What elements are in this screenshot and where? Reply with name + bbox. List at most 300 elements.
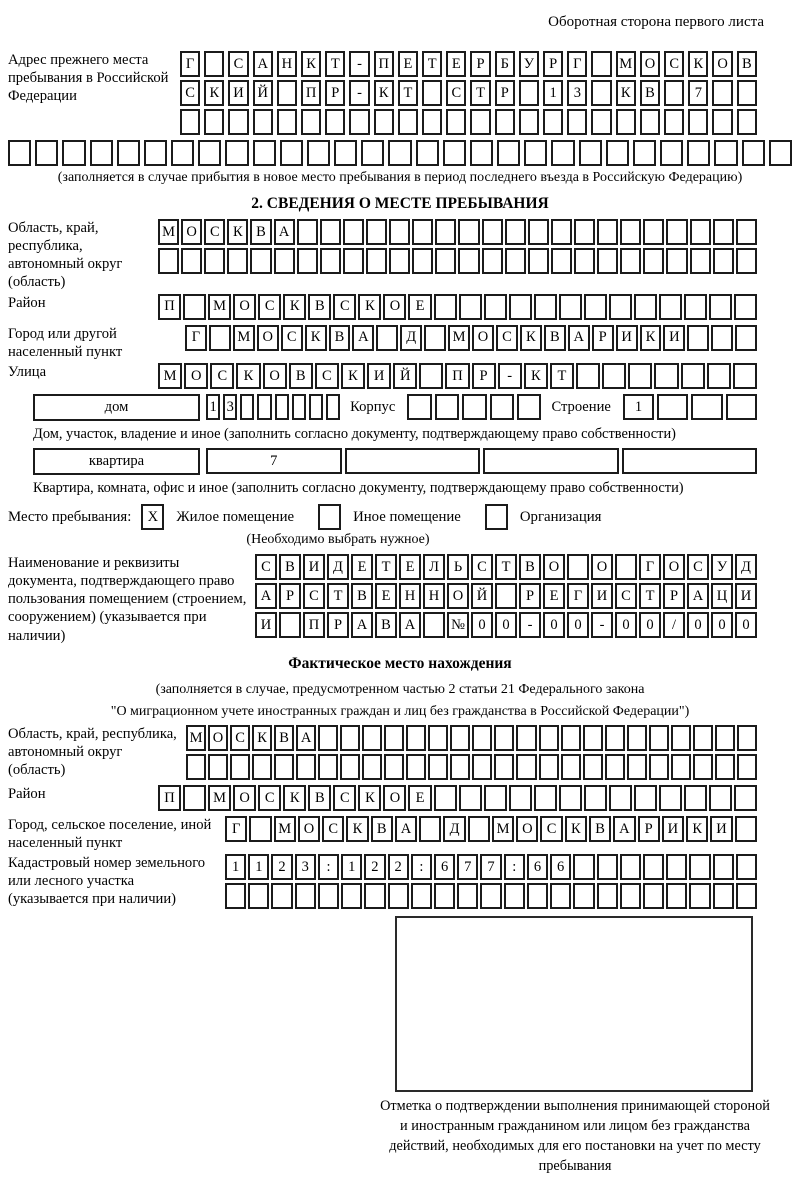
char-cell[interactable] — [208, 754, 228, 780]
char-cell[interactable] — [320, 219, 341, 245]
char-cell[interactable] — [458, 248, 479, 274]
char-cell[interactable]: : — [318, 854, 339, 880]
street-row[interactable] — [158, 363, 757, 389]
char-cell[interactable] — [666, 219, 687, 245]
char-cell[interactable] — [737, 109, 757, 135]
char-cell[interactable] — [567, 109, 587, 135]
char-cell[interactable] — [424, 325, 446, 351]
char-cell[interactable]: Ц — [711, 583, 733, 609]
char-cell[interactable] — [707, 363, 731, 389]
char-cell[interactable] — [643, 883, 664, 909]
char-cell[interactable] — [733, 363, 757, 389]
char-cell[interactable]: Р — [519, 583, 541, 609]
char-cell[interactable]: К — [616, 80, 636, 106]
char-cell[interactable] — [649, 754, 669, 780]
char-cell[interactable] — [280, 140, 303, 166]
char-cell[interactable] — [470, 140, 493, 166]
char-cell[interactable] — [534, 294, 557, 320]
char-cell[interactable] — [253, 109, 273, 135]
char-cell[interactable]: Л — [423, 554, 445, 580]
char-cell[interactable] — [736, 219, 757, 245]
char-cell[interactable] — [713, 248, 734, 274]
char-cell[interactable]: 2 — [271, 854, 292, 880]
char-cell[interactable] — [519, 80, 539, 106]
region-row-1[interactable] — [158, 219, 757, 245]
char-cell[interactable]: О — [208, 725, 228, 751]
char-cell[interactable]: П — [301, 80, 321, 106]
char-cell[interactable] — [713, 883, 734, 909]
char-cell[interactable] — [573, 854, 594, 880]
char-cell[interactable]: М — [492, 816, 514, 842]
fact-city-row[interactable] — [225, 816, 757, 842]
char-cell[interactable] — [484, 294, 507, 320]
char-cell[interactable] — [482, 248, 503, 274]
char-cell[interactable]: 0 — [615, 612, 637, 638]
char-cell[interactable] — [309, 394, 323, 420]
char-cell[interactable] — [737, 80, 757, 106]
char-cell[interactable] — [591, 109, 611, 135]
char-cell[interactable]: М — [448, 325, 470, 351]
char-cell[interactable] — [318, 754, 338, 780]
char-cell[interactable]: Е — [375, 583, 397, 609]
char-cell[interactable]: 0 — [471, 612, 493, 638]
char-cell[interactable] — [416, 140, 439, 166]
char-cell[interactable]: Т — [470, 80, 490, 106]
char-cell[interactable] — [688, 109, 708, 135]
char-cell[interactable] — [615, 554, 637, 580]
char-cell[interactable]: - — [349, 51, 369, 77]
char-cell[interactable] — [407, 394, 431, 420]
char-cell[interactable]: О — [298, 816, 320, 842]
char-cell[interactable]: К — [346, 816, 368, 842]
char-cell[interactable] — [709, 785, 732, 811]
char-cell[interactable] — [186, 754, 206, 780]
char-cell[interactable]: Г — [567, 51, 587, 77]
char-cell[interactable] — [713, 854, 734, 880]
char-cell[interactable]: Н — [277, 51, 297, 77]
char-cell[interactable]: К — [640, 325, 662, 351]
char-cell[interactable]: 0 — [639, 612, 661, 638]
char-cell[interactable]: К — [236, 363, 260, 389]
char-cell[interactable]: Р — [327, 612, 349, 638]
char-cell[interactable] — [62, 140, 85, 166]
char-cell[interactable] — [643, 219, 664, 245]
fact-region-row-2[interactable] — [186, 754, 757, 780]
char-cell[interactable]: В — [737, 51, 757, 77]
char-cell[interactable]: 0 — [495, 612, 517, 638]
char-cell[interactable]: А — [351, 612, 373, 638]
char-cell[interactable]: А — [352, 325, 374, 351]
char-cell[interactable] — [543, 109, 563, 135]
char-cell[interactable] — [450, 754, 470, 780]
char-cell[interactable] — [742, 140, 765, 166]
char-cell[interactable]: А — [613, 816, 635, 842]
char-cell[interactable]: И — [710, 816, 732, 842]
char-cell[interactable]: О — [516, 816, 538, 842]
char-cell[interactable] — [472, 725, 492, 751]
char-cell[interactable] — [616, 109, 636, 135]
char-cell[interactable] — [659, 294, 682, 320]
char-cell[interactable] — [388, 883, 409, 909]
char-cell[interactable]: Т — [495, 554, 517, 580]
char-cell[interactable]: С — [303, 583, 325, 609]
char-cell[interactable] — [412, 248, 433, 274]
char-cell[interactable]: Р — [470, 51, 490, 77]
char-cell[interactable] — [735, 816, 757, 842]
char-cell[interactable]: С — [615, 583, 637, 609]
char-cell[interactable] — [366, 248, 387, 274]
char-cell[interactable] — [559, 294, 582, 320]
char-cell[interactable] — [602, 363, 626, 389]
char-cell[interactable] — [640, 109, 660, 135]
char-cell[interactable]: 3 — [223, 394, 237, 420]
char-cell[interactable] — [296, 754, 316, 780]
char-cell[interactable]: С — [687, 554, 709, 580]
char-cell[interactable]: О — [181, 219, 202, 245]
char-cell[interactable] — [462, 394, 486, 420]
stroenie-cells[interactable] — [623, 394, 757, 418]
char-cell[interactable] — [534, 785, 557, 811]
char-cell[interactable] — [171, 140, 194, 166]
char-cell[interactable]: К — [565, 816, 587, 842]
char-cell[interactable] — [204, 51, 224, 77]
char-cell[interactable]: О — [640, 51, 660, 77]
char-cell[interactable] — [90, 140, 113, 166]
char-cell[interactable]: В — [544, 325, 566, 351]
char-cell[interactable]: 0 — [543, 612, 565, 638]
char-cell[interactable]: В — [519, 554, 541, 580]
char-cell[interactable]: А — [395, 816, 417, 842]
char-cell[interactable]: И — [616, 325, 638, 351]
char-cell[interactable]: 6 — [434, 854, 455, 880]
char-cell[interactable]: Г — [225, 816, 247, 842]
char-cell[interactable]: С — [204, 219, 225, 245]
char-cell[interactable] — [484, 785, 507, 811]
char-cell[interactable] — [459, 294, 482, 320]
char-cell[interactable] — [349, 109, 369, 135]
char-cell[interactable] — [345, 448, 481, 474]
char-cell[interactable] — [458, 219, 479, 245]
char-cell[interactable] — [495, 583, 517, 609]
char-cell[interactable] — [643, 248, 664, 274]
char-cell[interactable] — [583, 725, 603, 751]
char-cell[interactable] — [693, 754, 713, 780]
char-cell[interactable] — [684, 294, 707, 320]
char-cell[interactable]: И — [303, 554, 325, 580]
document-row-2[interactable] — [255, 583, 757, 609]
char-cell[interactable]: 7 — [457, 854, 478, 880]
char-cell[interactable] — [364, 883, 385, 909]
char-cell[interactable] — [340, 754, 360, 780]
char-cell[interactable]: - — [349, 80, 369, 106]
char-cell[interactable]: П — [445, 363, 469, 389]
char-cell[interactable]: М — [208, 785, 231, 811]
char-cell[interactable] — [712, 80, 732, 106]
char-cell[interactable]: Р — [279, 583, 301, 609]
char-cell[interactable]: И — [255, 612, 277, 638]
char-cell[interactable] — [384, 754, 404, 780]
char-cell[interactable]: Е — [398, 51, 418, 77]
char-cell[interactable]: О — [591, 554, 613, 580]
char-cell[interactable] — [713, 219, 734, 245]
char-cell[interactable]: Т — [639, 583, 661, 609]
char-cell[interactable]: 7 — [206, 448, 342, 474]
char-cell[interactable] — [737, 725, 757, 751]
char-cell[interactable]: 2 — [364, 854, 385, 880]
char-cell[interactable]: П — [158, 785, 181, 811]
char-cell[interactable] — [257, 394, 271, 420]
char-cell[interactable]: Е — [543, 583, 565, 609]
char-cell[interactable]: В — [640, 80, 660, 106]
char-cell[interactable] — [428, 725, 448, 751]
char-cell[interactable]: А — [255, 583, 277, 609]
char-cell[interactable]: М — [186, 725, 206, 751]
char-cell[interactable] — [419, 363, 443, 389]
checkbox-other-premises[interactable] — [318, 504, 341, 530]
char-cell[interactable]: Й — [393, 363, 417, 389]
char-cell[interactable]: С — [258, 785, 281, 811]
char-cell[interactable] — [620, 219, 641, 245]
char-cell[interactable]: - — [591, 612, 613, 638]
char-cell[interactable]: 0 — [567, 612, 589, 638]
char-cell[interactable]: К — [358, 785, 381, 811]
char-cell[interactable] — [643, 854, 664, 880]
char-cell[interactable] — [737, 754, 757, 780]
prev-address-row-1[interactable] — [180, 51, 757, 77]
char-cell[interactable] — [422, 80, 442, 106]
char-cell[interactable] — [225, 140, 248, 166]
char-cell[interactable] — [736, 883, 757, 909]
char-cell[interactable] — [252, 754, 272, 780]
char-cell[interactable] — [494, 725, 514, 751]
char-cell[interactable] — [573, 883, 594, 909]
char-cell[interactable] — [539, 725, 559, 751]
char-cell[interactable] — [412, 219, 433, 245]
char-cell[interactable]: Н — [423, 583, 445, 609]
char-cell[interactable] — [228, 109, 248, 135]
char-cell[interactable] — [292, 394, 306, 420]
char-cell[interactable] — [472, 754, 492, 780]
apartment-number-cells[interactable] — [206, 448, 757, 472]
char-cell[interactable] — [204, 248, 225, 274]
char-cell[interactable]: М — [208, 294, 231, 320]
char-cell[interactable]: О — [383, 785, 406, 811]
char-cell[interactable] — [450, 725, 470, 751]
char-cell[interactable]: - — [519, 612, 541, 638]
char-cell[interactable] — [343, 219, 364, 245]
char-cell[interactable] — [374, 109, 394, 135]
char-cell[interactable] — [443, 140, 466, 166]
prev-address-row-2[interactable] — [180, 80, 757, 106]
char-cell[interactable] — [295, 883, 316, 909]
char-cell[interactable] — [301, 109, 321, 135]
char-cell[interactable] — [248, 883, 269, 909]
char-cell[interactable]: 1 — [225, 854, 246, 880]
char-cell[interactable] — [376, 325, 398, 351]
char-cell[interactable]: С — [664, 51, 684, 77]
char-cell[interactable] — [527, 883, 548, 909]
char-cell[interactable] — [576, 363, 600, 389]
char-cell[interactable]: В — [274, 725, 294, 751]
char-cell[interactable] — [389, 248, 410, 274]
char-cell[interactable] — [579, 140, 602, 166]
char-cell[interactable]: Г — [639, 554, 661, 580]
char-cell[interactable]: П — [374, 51, 394, 77]
char-cell[interactable]: С — [210, 363, 234, 389]
char-cell[interactable] — [249, 816, 271, 842]
char-cell[interactable]: С — [333, 294, 356, 320]
char-cell[interactable] — [660, 140, 683, 166]
char-cell[interactable]: М — [233, 325, 255, 351]
char-cell[interactable] — [517, 394, 541, 420]
char-cell[interactable] — [559, 785, 582, 811]
char-cell[interactable]: Д — [443, 816, 465, 842]
region-row-2[interactable] — [158, 248, 757, 274]
char-cell[interactable] — [528, 219, 549, 245]
char-cell[interactable] — [583, 754, 603, 780]
char-cell[interactable] — [468, 816, 490, 842]
char-cell[interactable]: 0 — [687, 612, 709, 638]
char-cell[interactable] — [279, 612, 301, 638]
char-cell[interactable]: С — [322, 816, 344, 842]
char-cell[interactable] — [275, 394, 289, 420]
char-cell[interactable] — [505, 219, 526, 245]
char-cell[interactable] — [689, 854, 710, 880]
char-cell[interactable] — [687, 325, 709, 351]
char-cell[interactable]: : — [411, 854, 432, 880]
char-cell[interactable] — [198, 140, 221, 166]
char-cell[interactable] — [622, 448, 758, 474]
char-cell[interactable] — [271, 883, 292, 909]
char-cell[interactable] — [494, 754, 514, 780]
char-cell[interactable] — [516, 725, 536, 751]
document-row-1[interactable] — [255, 554, 757, 580]
char-cell[interactable]: А — [687, 583, 709, 609]
char-cell[interactable] — [519, 109, 539, 135]
char-cell[interactable] — [609, 294, 632, 320]
char-cell[interactable]: Р — [543, 51, 563, 77]
char-cell[interactable]: Н — [399, 583, 421, 609]
char-cell[interactable] — [620, 248, 641, 274]
char-cell[interactable]: О — [472, 325, 494, 351]
char-cell[interactable]: К — [283, 294, 306, 320]
char-cell[interactable] — [389, 219, 410, 245]
char-cell[interactable]: Д — [735, 554, 757, 580]
char-cell[interactable]: С — [228, 51, 248, 77]
char-cell[interactable] — [340, 725, 360, 751]
char-cell[interactable]: С — [230, 725, 250, 751]
char-cell[interactable] — [734, 785, 757, 811]
house-number-cells[interactable] — [206, 394, 340, 418]
char-cell[interactable] — [435, 248, 456, 274]
char-cell[interactable]: С — [255, 554, 277, 580]
char-cell[interactable] — [567, 554, 589, 580]
char-cell[interactable]: Р — [495, 80, 515, 106]
char-cell[interactable] — [366, 219, 387, 245]
char-cell[interactable]: : — [504, 854, 525, 880]
city-row[interactable] — [185, 325, 757, 351]
char-cell[interactable] — [435, 219, 456, 245]
char-cell[interactable] — [666, 883, 687, 909]
prev-address-row-3[interactable] — [180, 109, 757, 135]
char-cell[interactable] — [528, 248, 549, 274]
char-cell[interactable]: Т — [550, 363, 574, 389]
char-cell[interactable] — [117, 140, 140, 166]
char-cell[interactable]: Р — [592, 325, 614, 351]
cadastral-row-1[interactable] — [225, 854, 757, 880]
char-cell[interactable] — [633, 140, 656, 166]
char-cell[interactable]: 6 — [527, 854, 548, 880]
char-cell[interactable] — [509, 294, 532, 320]
char-cell[interactable] — [497, 140, 520, 166]
char-cell[interactable]: М — [158, 219, 179, 245]
char-cell[interactable] — [605, 725, 625, 751]
char-cell[interactable] — [341, 883, 362, 909]
char-cell[interactable]: Г — [567, 583, 589, 609]
char-cell[interactable] — [711, 325, 733, 351]
char-cell[interactable]: М — [158, 363, 182, 389]
char-cell[interactable] — [320, 248, 341, 274]
char-cell[interactable]: С — [471, 554, 493, 580]
char-cell[interactable]: Е — [351, 554, 373, 580]
char-cell[interactable]: Е — [399, 554, 421, 580]
char-cell[interactable] — [343, 248, 364, 274]
char-cell[interactable]: И — [663, 325, 685, 351]
char-cell[interactable]: 0 — [711, 612, 733, 638]
char-cell[interactable] — [654, 363, 678, 389]
char-cell[interactable]: И — [735, 583, 757, 609]
char-cell[interactable]: Т — [375, 554, 397, 580]
char-cell[interactable]: А — [274, 219, 295, 245]
char-cell[interactable] — [384, 725, 404, 751]
char-cell[interactable]: К — [374, 80, 394, 106]
char-cell[interactable] — [539, 754, 559, 780]
char-cell[interactable] — [446, 109, 466, 135]
district-row[interactable] — [158, 294, 757, 320]
char-cell[interactable]: Й — [471, 583, 493, 609]
char-cell[interactable]: О — [383, 294, 406, 320]
char-cell[interactable]: М — [274, 816, 296, 842]
char-cell[interactable]: К — [524, 363, 548, 389]
char-cell[interactable]: У — [519, 51, 539, 77]
char-cell[interactable] — [318, 883, 339, 909]
char-cell[interactable]: О — [257, 325, 279, 351]
char-cell[interactable] — [690, 219, 711, 245]
char-cell[interactable] — [406, 754, 426, 780]
char-cell[interactable]: В — [329, 325, 351, 351]
char-cell[interactable]: Е — [446, 51, 466, 77]
char-cell[interactable] — [253, 140, 276, 166]
char-cell[interactable] — [609, 785, 632, 811]
char-cell[interactable]: / — [663, 612, 685, 638]
char-cell[interactable]: В — [371, 816, 393, 842]
char-cell[interactable] — [495, 109, 515, 135]
char-cell[interactable]: В — [375, 612, 397, 638]
char-cell[interactable] — [504, 883, 525, 909]
char-cell[interactable] — [606, 140, 629, 166]
char-cell[interactable] — [318, 725, 338, 751]
char-cell[interactable] — [649, 725, 669, 751]
char-cell[interactable]: 1 — [206, 394, 220, 420]
char-cell[interactable] — [411, 883, 432, 909]
char-cell[interactable]: К — [252, 725, 272, 751]
char-cell[interactable] — [435, 394, 459, 420]
char-cell[interactable]: А — [296, 725, 316, 751]
char-cell[interactable]: Р — [472, 363, 496, 389]
char-cell[interactable]: Г — [180, 51, 200, 77]
char-cell[interactable]: У — [711, 554, 733, 580]
char-cell[interactable] — [684, 785, 707, 811]
